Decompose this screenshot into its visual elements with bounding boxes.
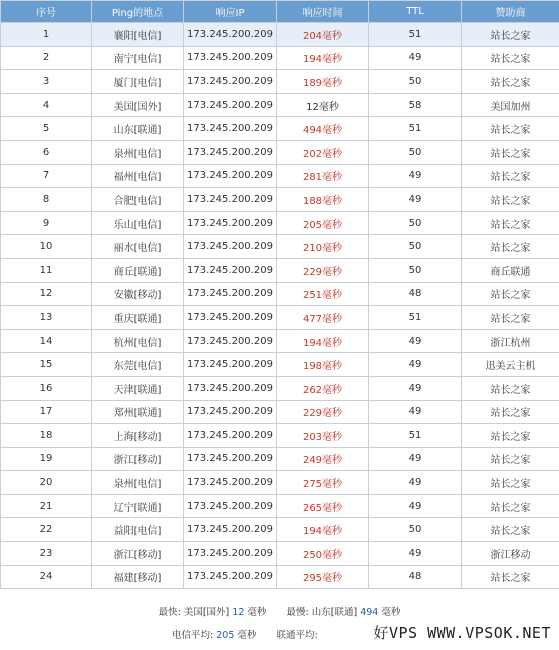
cell-sponsor: 站长之家 <box>462 23 559 47</box>
cell-response-time: 295毫秒 <box>277 565 369 589</box>
cell-index: 22 <box>1 518 92 542</box>
cell-location: 合肥[电信] <box>92 188 184 212</box>
cell-index: 16 <box>1 376 92 400</box>
cell-response-time: 198毫秒 <box>277 353 369 377</box>
cell-response-time: 229毫秒 <box>277 258 369 282</box>
cell-response-time: 203毫秒 <box>277 424 369 448</box>
cell-ip: 173.245.200.209 <box>184 282 277 306</box>
table-row[interactable] <box>1 117 559 141</box>
table-row[interactable] <box>1 376 559 400</box>
table-row[interactable] <box>1 329 559 353</box>
cell-response-time: 194毫秒 <box>277 329 369 353</box>
cell-ttl: 49 <box>369 164 462 188</box>
cell-sponsor: 站长之家 <box>462 376 559 400</box>
cell-sponsor: 浙江移动 <box>462 542 559 566</box>
cell-ttl: 50 <box>369 518 462 542</box>
cell-index: 13 <box>1 306 92 330</box>
cell-index: 7 <box>1 164 92 188</box>
cell-response-time: 205毫秒 <box>277 211 369 235</box>
telecom-avg-unit: 毫秒 <box>237 630 257 641</box>
cell-index: 14 <box>1 329 92 353</box>
cell-ip: 173.245.200.209 <box>184 70 277 94</box>
cell-sponsor: 迅美云主机 <box>462 353 559 377</box>
cell-sponsor: 站长之家 <box>462 306 559 330</box>
cell-ttl: 50 <box>369 235 462 259</box>
cell-location: 乐山[电信] <box>92 211 184 235</box>
table-row[interactable] <box>1 353 559 377</box>
summary-line-speed <box>0 604 559 618</box>
cell-ip: 173.245.200.209 <box>184 46 277 70</box>
cell-sponsor: 站长之家 <box>462 46 559 70</box>
cell-ip: 173.245.200.209 <box>184 235 277 259</box>
cell-location: 福州[电信] <box>92 164 184 188</box>
cell-response-time: 210毫秒 <box>277 235 369 259</box>
table-row[interactable] <box>1 400 559 424</box>
fastest-value: 12 <box>232 607 245 618</box>
cell-location: 山东[联通] <box>92 117 184 141</box>
telecom-avg-label: 电信平均: <box>172 630 214 641</box>
cell-sponsor: 站长之家 <box>462 70 559 94</box>
cell-index: 15 <box>1 353 92 377</box>
cell-ip: 173.245.200.209 <box>184 164 277 188</box>
cell-sponsor: 站长之家 <box>462 471 559 495</box>
cell-ttl: 49 <box>369 471 462 495</box>
cell-ttl: 50 <box>369 70 462 94</box>
cell-ttl: 49 <box>369 46 462 70</box>
cell-ip: 173.245.200.209 <box>184 494 277 518</box>
cell-sponsor: 站长之家 <box>462 211 559 235</box>
cell-index: 9 <box>1 211 92 235</box>
cell-location: 杭州[电信] <box>92 329 184 353</box>
table-row[interactable] <box>1 282 559 306</box>
cell-sponsor: 站长之家 <box>462 188 559 212</box>
cell-sponsor: 商丘联通 <box>462 258 559 282</box>
slowest-unit: 毫秒 <box>381 607 401 618</box>
column-header-time[interactable]: 响应时间 <box>277 1 369 23</box>
cell-ip: 173.245.200.209 <box>184 518 277 542</box>
cell-ip: 173.245.200.209 <box>184 93 277 117</box>
cell-sponsor: 站长之家 <box>462 565 559 589</box>
cell-index: 6 <box>1 140 92 164</box>
cell-response-time: 477毫秒 <box>277 306 369 330</box>
cell-index: 17 <box>1 400 92 424</box>
cell-response-time: 229毫秒 <box>277 400 369 424</box>
cell-response-time: 189毫秒 <box>277 70 369 94</box>
cell-location: 福建[移动] <box>92 565 184 589</box>
cell-index: 24 <box>1 565 92 589</box>
cell-sponsor: 浙江杭州 <box>462 329 559 353</box>
cell-location: 美国[国外] <box>92 93 184 117</box>
telecom-avg-value: 205 <box>216 630 235 641</box>
cell-ip: 173.245.200.209 <box>184 447 277 471</box>
table-row[interactable] <box>1 188 559 212</box>
cell-response-time: 204毫秒 <box>277 23 369 47</box>
cell-response-time: 275毫秒 <box>277 471 369 495</box>
column-header-ip[interactable]: 响应IP <box>184 1 277 23</box>
cell-location: 安徽[移动] <box>92 282 184 306</box>
cell-ttl: 58 <box>369 93 462 117</box>
cell-ip: 173.245.200.209 <box>184 258 277 282</box>
cell-location: 泉州[电信] <box>92 140 184 164</box>
table-row[interactable] <box>1 258 559 282</box>
table-row[interactable] <box>1 306 559 330</box>
cell-sponsor: 站长之家 <box>462 235 559 259</box>
cell-sponsor: 美国加州 <box>462 93 559 117</box>
cell-response-time: 265毫秒 <box>277 494 369 518</box>
cell-ip: 173.245.200.209 <box>184 400 277 424</box>
cell-location: 丽水[电信] <box>92 235 184 259</box>
cell-response-time: 251毫秒 <box>277 282 369 306</box>
cell-location: 益阳[电信] <box>92 518 184 542</box>
cell-sponsor: 站长之家 <box>462 282 559 306</box>
table-row[interactable] <box>1 23 559 47</box>
table-row[interactable] <box>1 542 559 566</box>
cell-index: 8 <box>1 188 92 212</box>
cell-location: 襄阳[电信] <box>92 23 184 47</box>
cell-sponsor: 站长之家 <box>462 494 559 518</box>
cell-ttl: 50 <box>369 140 462 164</box>
cell-location: 泉州[电信] <box>92 471 184 495</box>
cell-index: 5 <box>1 117 92 141</box>
cell-ttl: 49 <box>369 400 462 424</box>
cell-ttl: 48 <box>369 282 462 306</box>
cell-response-time: 494毫秒 <box>277 117 369 141</box>
table-row[interactable] <box>1 471 559 495</box>
table-row[interactable] <box>1 164 559 188</box>
cell-ip: 173.245.200.209 <box>184 117 277 141</box>
table-row[interactable] <box>1 235 559 259</box>
cell-sponsor: 站长之家 <box>462 164 559 188</box>
cell-location: 南宁[电信] <box>92 46 184 70</box>
column-header-ttl[interactable]: TTL <box>369 1 462 23</box>
cell-response-time: 194毫秒 <box>277 518 369 542</box>
cell-index: 11 <box>1 258 92 282</box>
cell-sponsor: 站长之家 <box>462 447 559 471</box>
fastest-location: 美国[国外] <box>183 607 230 618</box>
table-row[interactable] <box>1 211 559 235</box>
table-row[interactable] <box>1 518 559 542</box>
cell-location: 郑州[联通] <box>92 400 184 424</box>
cell-ttl: 51 <box>369 23 462 47</box>
cell-index: 4 <box>1 93 92 117</box>
column-header-location[interactable]: Ping的地点 <box>92 1 184 23</box>
cell-ttl: 49 <box>369 376 462 400</box>
cell-response-time: 188毫秒 <box>277 188 369 212</box>
table-row[interactable] <box>1 447 559 471</box>
cell-ttl: 51 <box>369 306 462 330</box>
cell-location: 天津[联通] <box>92 376 184 400</box>
cell-ttl: 51 <box>369 424 462 448</box>
table-row[interactable] <box>1 46 559 70</box>
cell-response-time: 262毫秒 <box>277 376 369 400</box>
cell-index: 2 <box>1 46 92 70</box>
cell-ttl: 49 <box>369 494 462 518</box>
cell-ip: 173.245.200.209 <box>184 211 277 235</box>
column-header-index[interactable]: 序号 <box>1 1 92 23</box>
cell-index: 10 <box>1 235 92 259</box>
cell-ip: 173.245.200.209 <box>184 306 277 330</box>
cell-ip: 173.245.200.209 <box>184 353 277 377</box>
slowest-location: 山东[联通] <box>311 607 358 618</box>
cell-index: 1 <box>1 23 92 47</box>
table-row[interactable] <box>1 140 559 164</box>
cell-ttl: 50 <box>369 211 462 235</box>
cell-location: 重庆[联通] <box>92 306 184 330</box>
cell-sponsor: 站长之家 <box>462 140 559 164</box>
slowest-label: 最慢: <box>286 607 309 618</box>
cell-response-time: 194毫秒 <box>277 46 369 70</box>
column-header-sponsor[interactable]: 赞助商 <box>462 1 559 23</box>
cell-ttl: 49 <box>369 542 462 566</box>
cell-ttl: 48 <box>369 565 462 589</box>
cell-location: 浙江[移动] <box>92 447 184 471</box>
cell-sponsor: 站长之家 <box>462 400 559 424</box>
cell-index: 20 <box>1 471 92 495</box>
cell-ttl: 51 <box>369 117 462 141</box>
fastest-unit: 毫秒 <box>247 607 267 618</box>
cell-ip: 173.245.200.209 <box>184 424 277 448</box>
unicom-avg-label: 联通平均: <box>276 630 318 641</box>
cell-response-time: 249毫秒 <box>277 447 369 471</box>
cell-ip: 173.245.200.209 <box>184 188 277 212</box>
table-row[interactable] <box>1 70 559 94</box>
cell-sponsor: 站长之家 <box>462 117 559 141</box>
cell-ttl: 49 <box>369 188 462 212</box>
cell-ip: 173.245.200.209 <box>184 23 277 47</box>
cell-ip: 173.245.200.209 <box>184 542 277 566</box>
table-header-row <box>1 1 559 23</box>
cell-location: 商丘[联通] <box>92 258 184 282</box>
table-row[interactable] <box>1 93 559 117</box>
cell-location: 东莞[电信] <box>92 353 184 377</box>
fastest-label: 最快: <box>158 607 181 618</box>
cell-sponsor: 站长之家 <box>462 518 559 542</box>
cell-index: 21 <box>1 494 92 518</box>
cell-index: 23 <box>1 542 92 566</box>
cell-response-time: 281毫秒 <box>277 164 369 188</box>
cell-response-time: 250毫秒 <box>277 542 369 566</box>
site-watermark: 好VPS WWW.VPSOK.NET <box>373 624 551 642</box>
cell-location: 上海[移动] <box>92 424 184 448</box>
cell-location: 浙江[移动] <box>92 542 184 566</box>
cell-index: 12 <box>1 282 92 306</box>
cell-ip: 173.245.200.209 <box>184 329 277 353</box>
cell-location: 辽宁[联通] <box>92 494 184 518</box>
cell-index: 18 <box>1 424 92 448</box>
table-row[interactable] <box>1 494 559 518</box>
cell-ip: 173.245.200.209 <box>184 140 277 164</box>
table-row[interactable] <box>1 424 559 448</box>
cell-ip: 173.245.200.209 <box>184 471 277 495</box>
cell-ttl: 49 <box>369 447 462 471</box>
cell-response-time: 202毫秒 <box>277 140 369 164</box>
cell-index: 19 <box>1 447 92 471</box>
cell-response-time: 12毫秒 <box>277 93 369 117</box>
table-row[interactable] <box>1 565 559 589</box>
slowest-value: 494 <box>360 607 379 618</box>
cell-location: 厦门[电信] <box>92 70 184 94</box>
cell-ttl: 49 <box>369 353 462 377</box>
cell-ttl: 49 <box>369 329 462 353</box>
cell-ip: 173.245.200.209 <box>184 565 277 589</box>
cell-index: 3 <box>1 70 92 94</box>
cell-ip: 173.245.200.209 <box>184 376 277 400</box>
cell-sponsor: 站长之家 <box>462 424 559 448</box>
cell-ttl: 50 <box>369 258 462 282</box>
